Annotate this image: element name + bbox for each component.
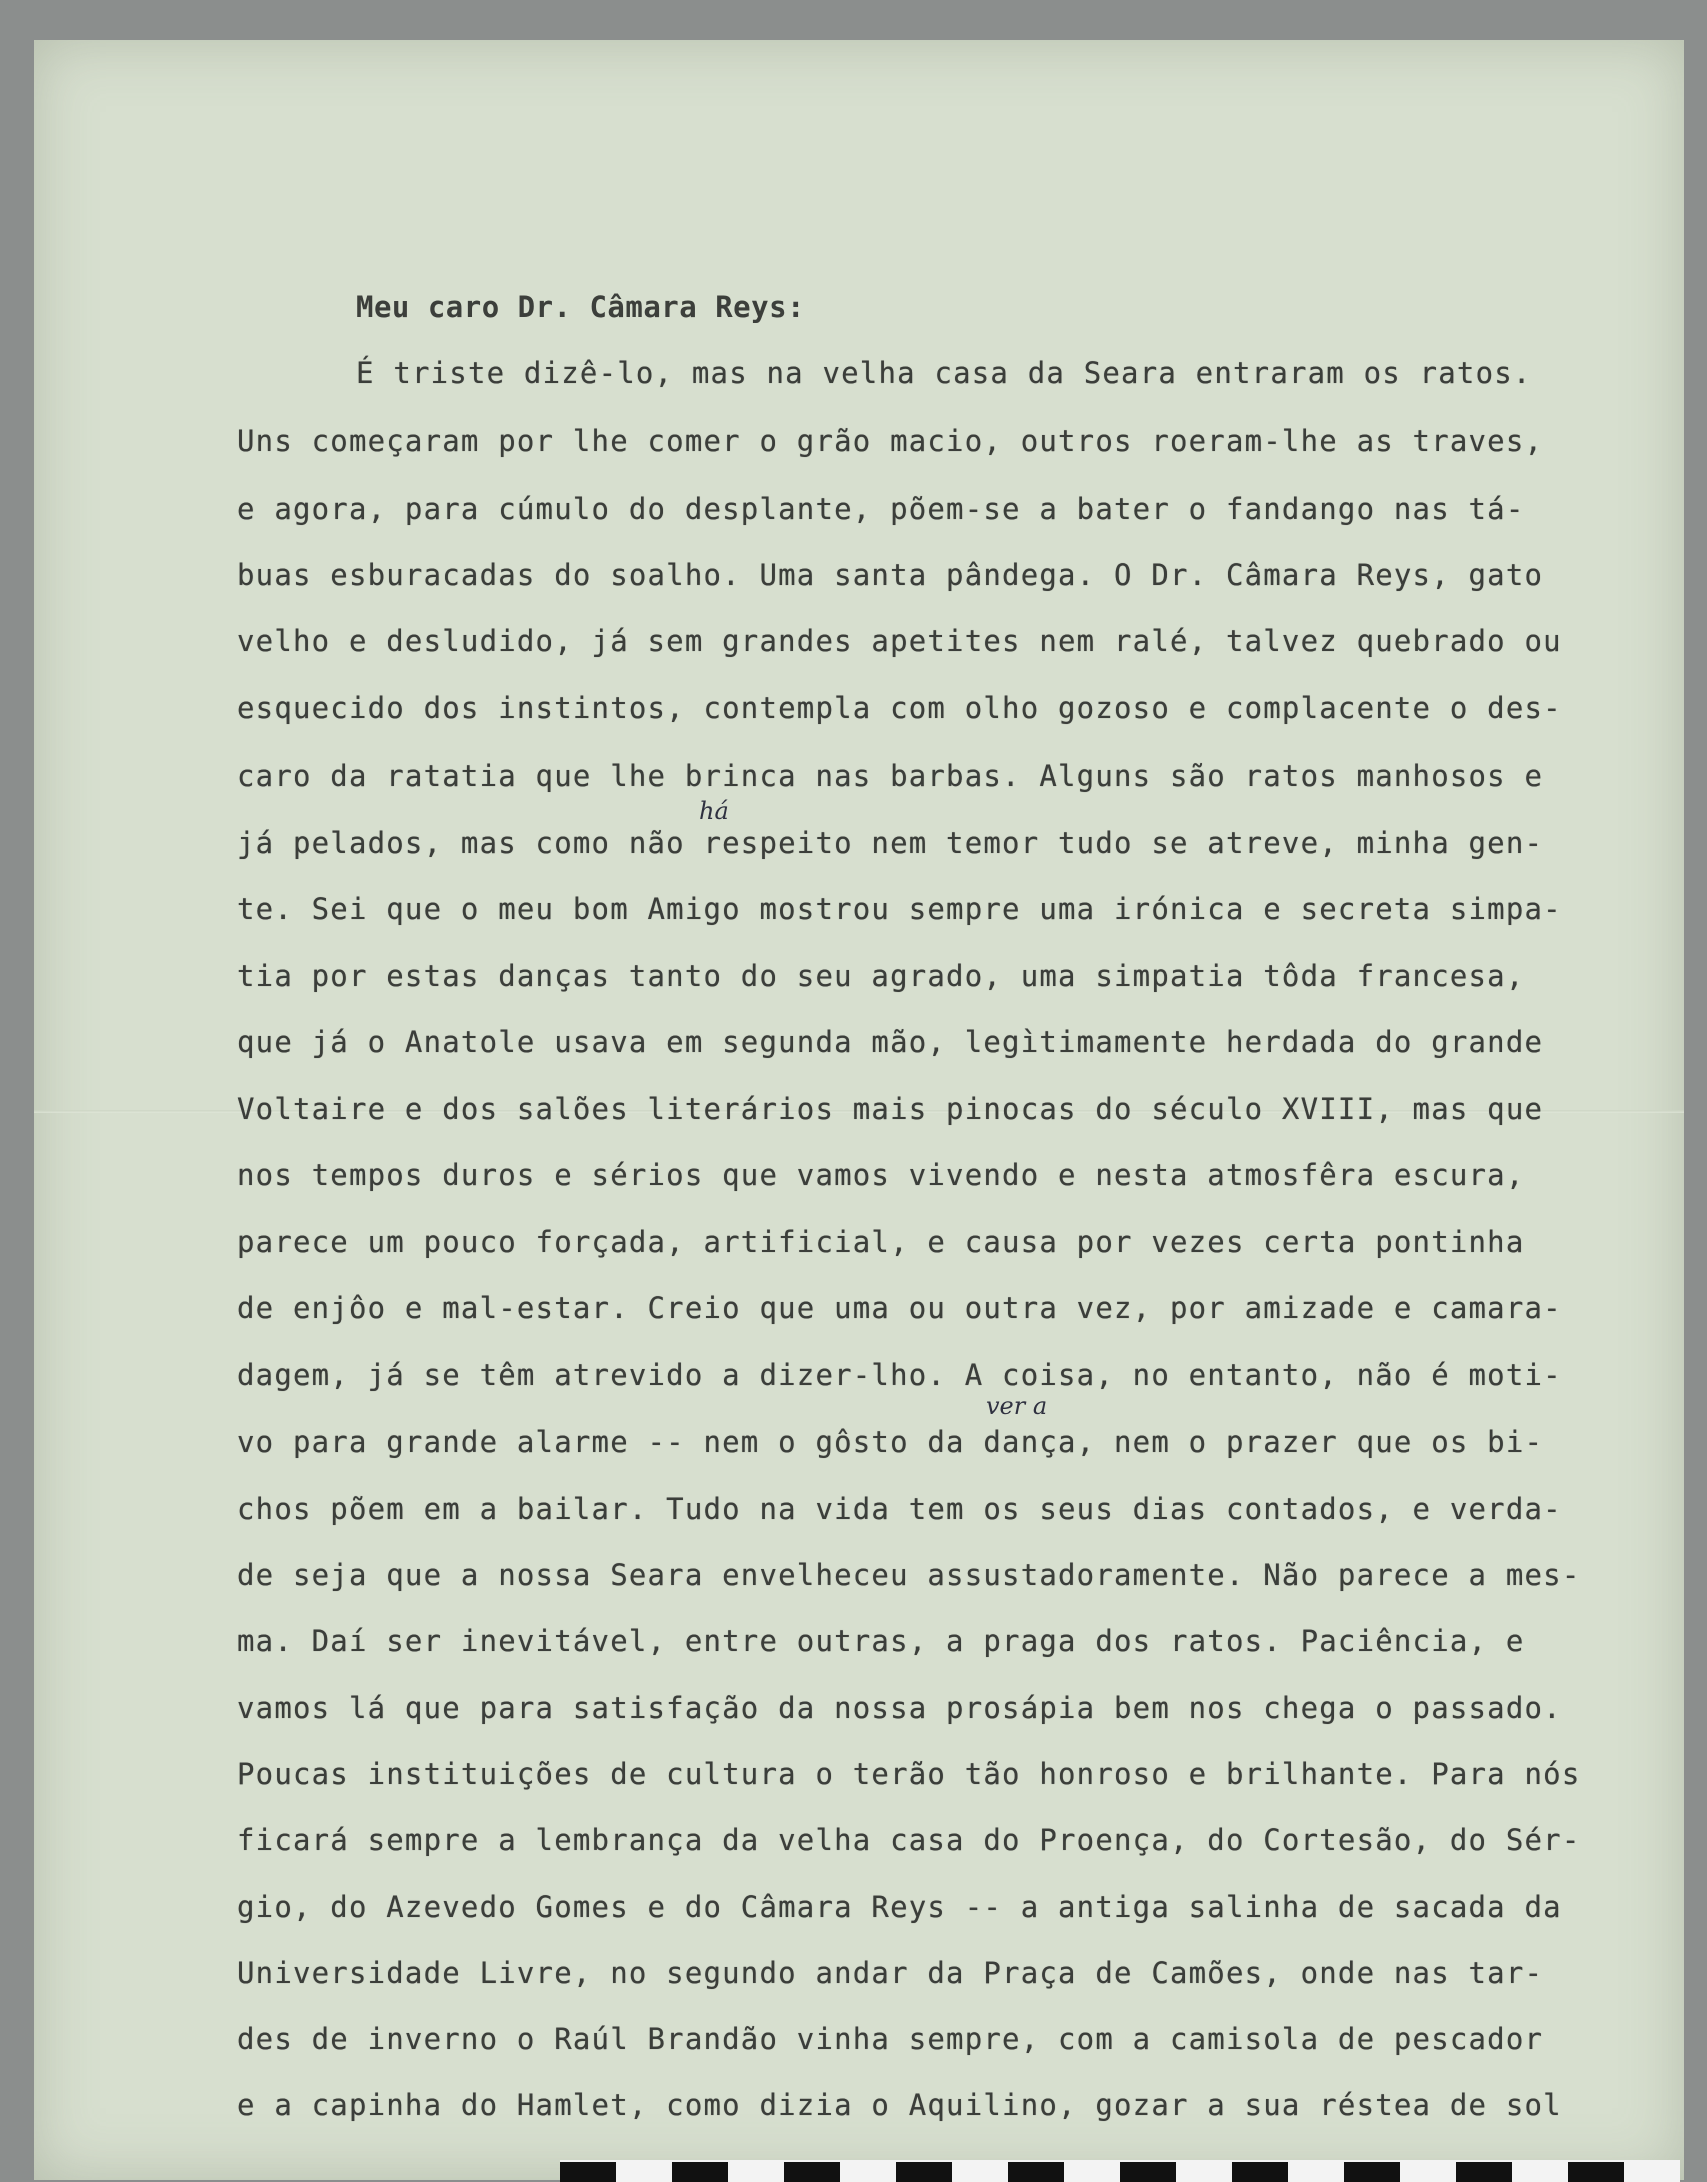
letter-line: Poucas instituições de cultura o terão tão honroso e brilhante. Para nós — [237, 1757, 1581, 1791]
letter-line: nos tempos duros e sérios que vamos vivendo e nesta atmosfêra escura, — [237, 1158, 1525, 1192]
letter-line: gio, do Azevedo Gomes e do Câmara Reys -- a antiga salinha de sacada da — [237, 1890, 1562, 1924]
letter-line: ficará sempre a lembrança da velha casa do Proença, do Cortesão, do Sér- — [237, 1823, 1581, 1857]
letter-line: e agora, para cúmulo do desplante, põem-se a bater o fandango nas tá- — [237, 492, 1525, 526]
letter-line: tia por estas danças tanto do seu agrado, uma simpatia tôda francesa, — [237, 959, 1525, 993]
handwritten-annotation-ver-a: ver a — [986, 1392, 1048, 1420]
letter-line: vamos lá que para satisfação da nossa prosápia bem nos chega o passado. — [237, 1691, 1562, 1725]
letter-line: esquecido dos instintos, contempla com olho gozoso e complacente o des- — [237, 691, 1562, 725]
letter-page — [34, 40, 1684, 2180]
letter-line: de enjôo e mal-estar. Creio que uma ou outra vez, por amizade e camara- — [237, 1291, 1562, 1325]
letter-line: velho e desludido, já sem grandes apetites nem ralé, talvez quebrado ou — [237, 624, 1562, 658]
letter-line: já pelados, mas como não respeito nem temor tudo se atreve, minha gen- — [237, 826, 1544, 860]
letter-line: caro da ratatia que lhe brinca nas barbas. Alguns são ratos manhosos e — [237, 759, 1544, 793]
letter-line: buas esburacadas do soalho. Uma santa pândega. O Dr. Câmara Reys, gato — [237, 558, 1544, 592]
salutation: Meu caro Dr. Câmara Reys: — [356, 290, 805, 324]
handwritten-annotation-ha: há — [699, 797, 729, 825]
letter-line: Voltaire e dos salões literários mais pinocas do século XVIII, mas que — [237, 1092, 1544, 1126]
letter-line: e a capinha do Hamlet, como dizia o Aquilino, gozar a sua réstea de sol — [237, 2088, 1562, 2122]
letter-line: dagem, já se têm atrevido a dizer-lho. A coisa, no entanto, não é moti- — [237, 1358, 1562, 1392]
letter-line: de seja que a nossa Seara envelheceu assustadoramente. Não parece a mes- — [237, 1558, 1581, 1592]
letter-line: des de inverno o Raúl Brandão vinha sempre, com a camisola de pescador — [237, 2022, 1544, 2056]
letter-line: É triste dizê-lo, mas na velha casa da Seara entraram os ratos. — [356, 356, 1532, 390]
letter-line: parece um pouco forçada, artificial, e causa por vezes certa pontinha — [237, 1225, 1525, 1259]
letter-line: chos põem em a bailar. Tudo na vida tem os seus dias contados, e verda- — [237, 1492, 1562, 1526]
color-scale-bar — [560, 2160, 1680, 2182]
letter-line: Universidade Livre, no segundo andar da Praça de Camões, onde nas tar- — [237, 1956, 1544, 1990]
letter-line: te. Sei que o meu bom Amigo mostrou sempre uma irónica e secreta simpa- — [237, 892, 1562, 926]
letter-line: ma. Daí ser inevitável, entre outras, a praga dos ratos. Paciência, e — [237, 1624, 1525, 1658]
letter-line: que já o Anatole usava em segunda mão, legìtimamente herdada do grande — [237, 1025, 1544, 1059]
letter-line: vo para grande alarme -- nem o gôsto da dança, nem o prazer que os bi- — [237, 1425, 1544, 1459]
letter-line: Uns começaram por lhe comer o grão macio, outros roeram-lhe as traves, — [237, 424, 1544, 458]
